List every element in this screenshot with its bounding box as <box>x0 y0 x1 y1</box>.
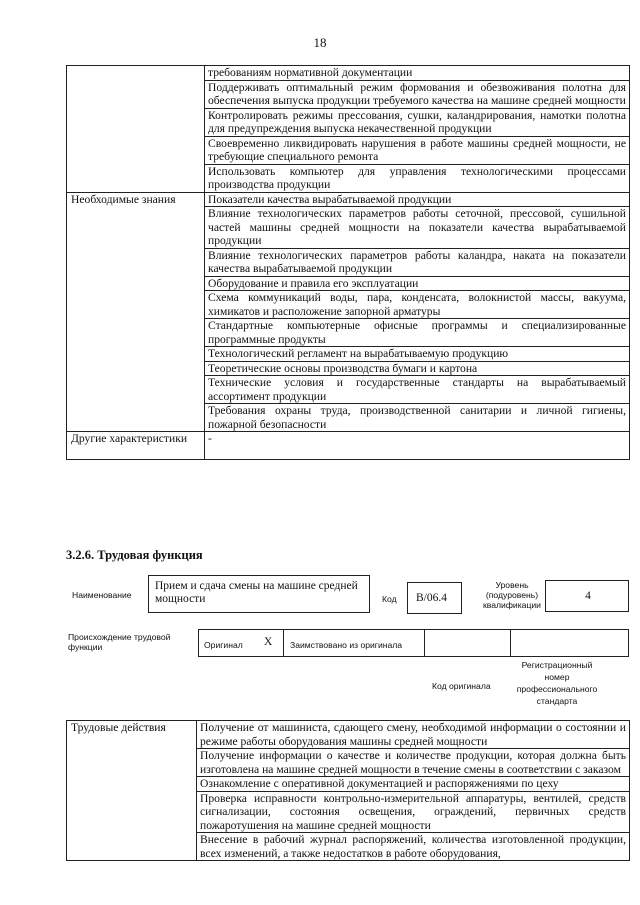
list-item: Ознакомление с оперативной документацией и распоряжениями по цеху <box>197 777 630 792</box>
list-item: Своевременно ликвидировать нарушения в работе машины средней мощности, не требующие специального ремонта <box>205 136 630 164</box>
row-label-other: Другие характеристики <box>67 432 205 460</box>
list-item: Теоретические основы производства бумаги и картона <box>205 361 630 376</box>
reg-number-label: Регистрационный номер профессионального стандарта <box>516 660 598 706</box>
code-original-label: Код оригинала <box>432 681 491 691</box>
page-number: 18 <box>313 35 327 50</box>
list-item: Внесение в рабочий журнал распоряжений, количества изготовленной продукции, всех изменений, а также недостатков в работе оборудования, <box>197 833 630 861</box>
list-item: Использовать компьютер для управления технологическими процессами производства продукции <box>205 164 630 192</box>
list-item: Влияние технологических параметров работы сеточной, прессовой, сушильной частей машины средней мощности на показатели качества вырабатываемой продукции <box>205 207 630 249</box>
borrowed-label: Заимствовано из оригинала <box>290 640 403 650</box>
origin-divider-3 <box>510 629 511 657</box>
section-title: 3.2.6. Трудовая функция <box>66 548 203 562</box>
code-value: B/06.4 <box>416 592 447 604</box>
labor-actions-table <box>66 720 630 861</box>
table-row <box>67 66 630 81</box>
list-item: - <box>205 432 630 460</box>
origin-row <box>198 629 629 657</box>
level-box <box>545 580 629 612</box>
original-label: Оригинал <box>204 640 243 650</box>
table-row <box>67 721 630 749</box>
list-item: Оборудование и правила его эксплуатации <box>205 276 630 291</box>
code-label: Код <box>382 594 397 604</box>
name-label: Наименование <box>72 590 132 600</box>
list-item: Технологический регламент на вырабатываемую продукцию <box>205 347 630 362</box>
list-item: Поддерживать оптимальный режим формования и обезвоживания полотна для обеспечения выпуска продукции требуемого качества на машине средней мощности <box>205 80 630 108</box>
list-item: Влияние технологических параметров работы каландра, наката на показатели качества вырабатываемой продукции <box>205 248 630 276</box>
level-value: 4 <box>585 590 591 602</box>
original-mark: Х <box>264 636 273 648</box>
list-item: Получение информации о качестве и количестве продукции, которая должна быть изготовлена на машине средней мощности в течение смены в соответствии с заказом <box>197 749 630 777</box>
list-item: требованиям нормативной документации <box>205 66 630 81</box>
list-item: Получение от машиниста, сдающего смену, необходимой информации о состоянии и режиме работы оборудования машины средней мощности <box>197 721 630 749</box>
list-item: Требования охраны труда, производственной санитарии и личной гигиены, пожарной безопасности <box>205 404 630 432</box>
list-item: Контролировать режимы прессования, сушки, каландрирования, намотки полотна для предупреждения выпуска некачественной продукции <box>205 108 630 136</box>
origin-divider-1 <box>283 629 284 657</box>
list-item: Стандартные компьютерные офисные программы и специализированные программные продукты <box>205 319 630 347</box>
list-item: Показатели качества вырабатываемой продукции <box>205 192 630 207</box>
list-item: Схема коммуникаций воды, пара, конденсата, волокнистой массы, вакуума, химикатов и расположение запорной арматуры <box>205 291 630 319</box>
list-item: Проверка исправности контрольно-измерительной аппаратуры, вентилей, средств сигнализации, состояния освещения, ограждений, первичных средств пожаротушения на машине средней мощности <box>197 791 630 833</box>
table-row <box>67 432 630 460</box>
row-label-knowledge: Необходимые знания <box>67 192 205 432</box>
name-value: Прием и сдача смены на машине средней мощности <box>155 580 358 605</box>
table-row <box>67 192 630 207</box>
list-item: Технические условия и государственные стандарты на вырабатываемый ассортимент продукции <box>205 376 630 404</box>
name-box <box>148 575 370 613</box>
row-label-actions: Трудовые действия <box>67 721 197 861</box>
origin-divider-2 <box>424 629 425 657</box>
row-label <box>67 66 205 193</box>
code-box <box>407 582 462 614</box>
origin-label: Происхождение трудовой функции <box>68 632 171 652</box>
requirements-table-1 <box>66 65 630 460</box>
level-label: Уровень (подуровень) квалификации <box>483 580 541 610</box>
